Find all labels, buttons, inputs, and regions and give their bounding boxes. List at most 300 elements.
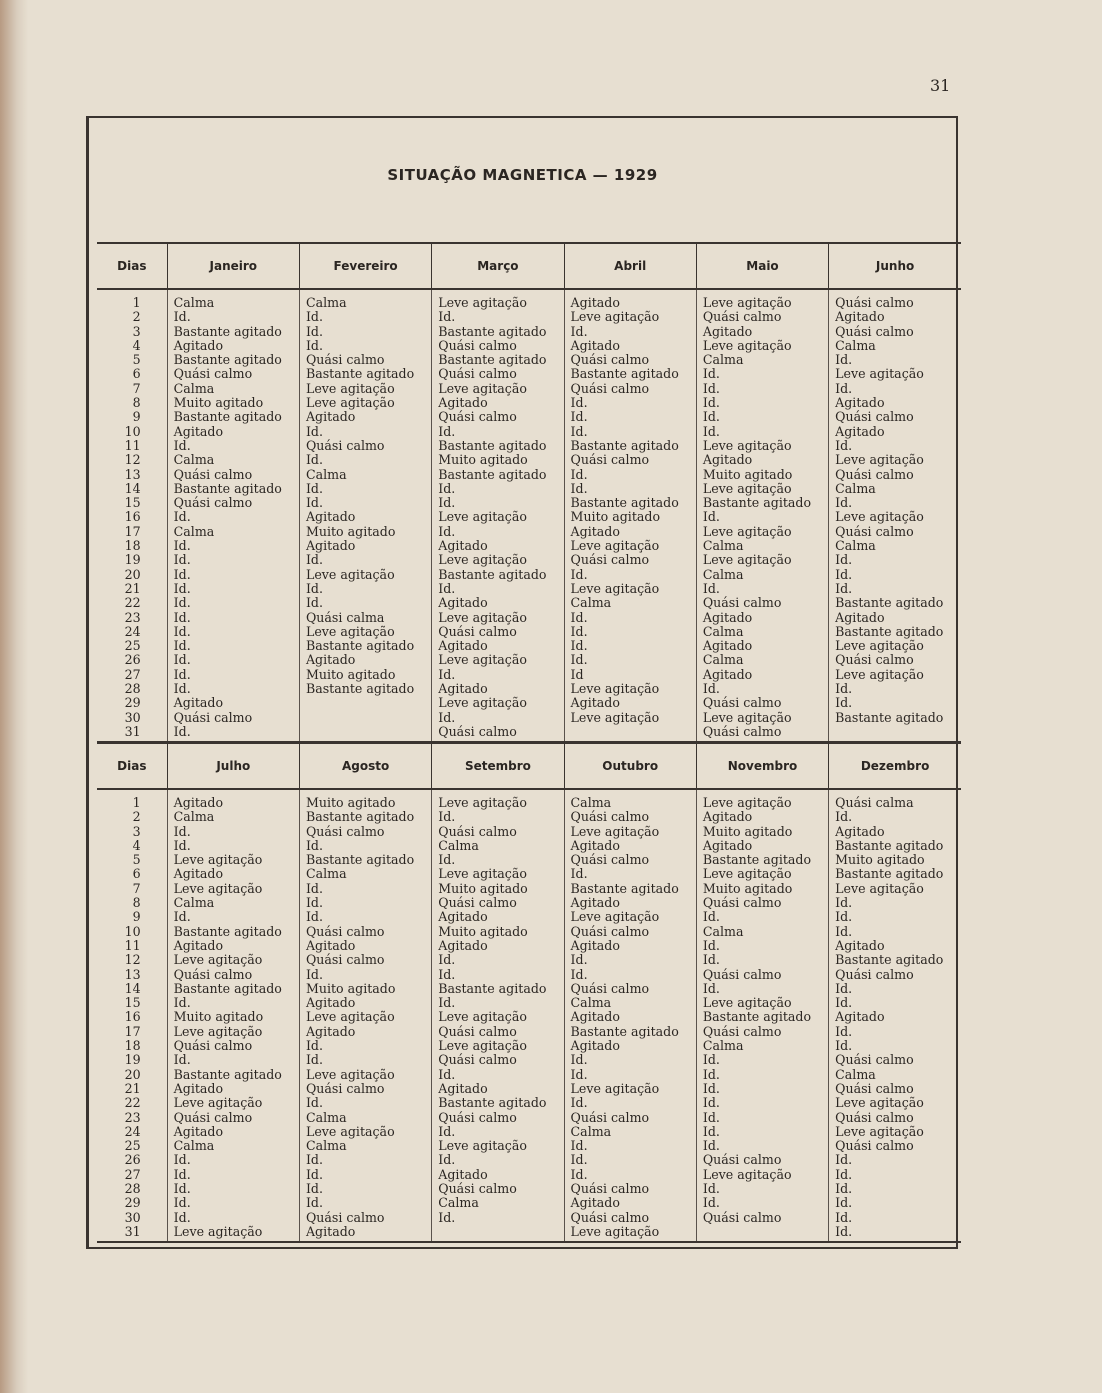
condition-cell: Quási calmo <box>696 896 828 910</box>
table-row <box>97 789 961 810</box>
condition-cell: Leve agitação <box>167 1025 299 1039</box>
condition-cell: Quási calmo <box>299 953 431 967</box>
condition-cell: Muito agitado <box>167 1010 299 1024</box>
condition-cell: Leve agitação <box>696 789 828 810</box>
condition-cell: Id. <box>167 553 299 567</box>
table-row <box>97 839 961 853</box>
condition-cell: Agitado <box>432 596 564 610</box>
condition-cell: Quási calmo <box>167 496 299 510</box>
condition-cell: Id. <box>696 425 828 439</box>
table-row <box>97 525 961 539</box>
condition-cell: Bastante agitado <box>432 982 564 996</box>
condition-cell: Agitado <box>696 810 828 824</box>
condition-cell: Leve agitação <box>829 1125 961 1139</box>
condition-cell: Quási calmo <box>432 367 564 381</box>
condition-cell: Bastante agitado <box>432 468 564 482</box>
condition-cell: Quási calmo <box>696 725 828 742</box>
condition-cell: Bastante agitado <box>167 325 299 339</box>
condition-cell: Leve agitação <box>299 382 431 396</box>
table-second-half <box>97 742 961 1243</box>
condition-cell: Id. <box>696 1111 828 1125</box>
condition-cell: Id. <box>299 425 431 439</box>
table-row <box>97 1068 961 1082</box>
condition-cell: Agitado <box>564 896 696 910</box>
day-number: 9 <box>132 910 141 925</box>
table-row <box>97 353 961 367</box>
condition-cell: Bastante agitado <box>696 1010 828 1024</box>
condition-cell: Id. <box>564 1068 696 1082</box>
condition-cell: Id. <box>829 1025 961 1039</box>
month-header-agosto: Agosto <box>299 743 431 789</box>
day-number: 4 <box>132 338 141 353</box>
condition-cell: Calma <box>829 539 961 553</box>
condition-cell: Quási calmo <box>167 711 299 725</box>
condition-cell: Agitado <box>167 1082 299 1096</box>
condition-cell: Id. <box>696 1139 828 1153</box>
condition-cell: Id. <box>564 425 696 439</box>
condition-cell: Id. <box>167 996 299 1010</box>
condition-cell: Calma <box>696 1039 828 1053</box>
condition-cell: Bastante agitado <box>564 1025 696 1039</box>
condition-cell: Quási calmo <box>432 625 564 639</box>
condition-cell: Muito agitado <box>696 825 828 839</box>
condition-cell: Id. <box>299 596 431 610</box>
table-row <box>97 1039 961 1053</box>
condition-cell: Agitado <box>167 425 299 439</box>
condition-cell: Calma <box>299 289 431 310</box>
condition-cell: Leve agitação <box>696 525 828 539</box>
condition-cell: Calma <box>564 596 696 610</box>
condition-cell: Quási calmo <box>564 810 696 824</box>
days-header: Dias <box>97 243 167 289</box>
condition-cell: Id. <box>829 553 961 567</box>
condition-cell: Id. <box>299 582 431 596</box>
day-number: 22 <box>124 1096 141 1111</box>
condition-cell: Id. <box>432 668 564 682</box>
condition-cell: Bastante agitado <box>829 711 961 725</box>
day-number: 7 <box>132 881 141 896</box>
condition-cell: Id. <box>299 496 431 510</box>
table-row <box>97 1168 961 1182</box>
condition-cell: Quási calmo <box>696 1211 828 1225</box>
day-number: 8 <box>132 396 141 411</box>
condition-cell: Calma <box>299 1111 431 1125</box>
condition-cell: Leve agitação <box>432 611 564 625</box>
condition-cell: Id. <box>432 953 564 967</box>
condition-cell: Bastante agitado <box>432 439 564 453</box>
table-row <box>97 382 961 396</box>
condition-cell: Quási calmo <box>829 653 961 667</box>
condition-cell <box>299 696 431 710</box>
table-first-half <box>97 242 961 743</box>
day-number: 16 <box>124 510 141 525</box>
condition-cell: Leve agitação <box>432 289 564 310</box>
condition-cell: Quási calmo <box>299 353 431 367</box>
table-row <box>97 882 961 896</box>
condition-cell: Quási calmo <box>829 410 961 424</box>
day-number: 15 <box>124 996 141 1011</box>
day-number: 4 <box>132 838 141 853</box>
condition-cell: Id. <box>432 1153 564 1167</box>
table-row <box>97 325 961 339</box>
condition-cell: Leve agitação <box>829 367 961 381</box>
condition-cell: Id. <box>167 596 299 610</box>
condition-cell: Id. <box>299 453 431 467</box>
day-number: 18 <box>124 539 141 554</box>
condition-cell: Id. <box>696 410 828 424</box>
table-row <box>97 439 961 453</box>
condition-cell: Leve agitação <box>564 825 696 839</box>
book-binding-edge <box>0 0 28 1393</box>
condition-cell: Id. <box>299 1182 431 1196</box>
condition-cell: Leve agitação <box>432 867 564 881</box>
condition-cell: Leve agitação <box>167 1225 299 1242</box>
condition-cell: Agitado <box>299 1025 431 1039</box>
condition-cell: Id. <box>432 482 564 496</box>
condition-cell: Leve agitação <box>299 1010 431 1024</box>
condition-cell: Leve agitação <box>432 696 564 710</box>
days-header: Dias <box>97 743 167 789</box>
condition-cell: Leve agitação <box>564 1225 696 1242</box>
condition-cell: Id. <box>564 625 696 639</box>
condition-cell: Muito agitado <box>167 396 299 410</box>
condition-cell: Quási calmo <box>432 339 564 353</box>
table-row <box>97 453 961 467</box>
condition-cell: Leve agitação <box>299 1125 431 1139</box>
condition-cell: Muito agitado <box>432 453 564 467</box>
condition-cell: Id. <box>564 653 696 667</box>
condition-cell: Bastante agitado <box>299 853 431 867</box>
condition-cell: Leve agitação <box>432 653 564 667</box>
table-row <box>97 653 961 667</box>
condition-cell: Calma <box>696 653 828 667</box>
condition-cell: Leve agitação <box>696 1168 828 1182</box>
condition-cell: Calma <box>167 382 299 396</box>
condition-cell: Leve agitação <box>564 1082 696 1096</box>
day-number: 22 <box>124 596 141 611</box>
condition-cell: Id. <box>167 725 299 742</box>
day-number: 13 <box>124 967 141 982</box>
condition-cell: Muito agitado <box>829 853 961 867</box>
condition-cell: Id. <box>299 968 431 982</box>
condition-cell <box>829 725 961 742</box>
day-number: 28 <box>124 682 141 697</box>
day-number: 23 <box>124 610 141 625</box>
condition-cell: Id. <box>696 367 828 381</box>
condition-cell: Id. <box>299 1196 431 1210</box>
day-number: 11 <box>124 438 141 453</box>
day-number: 1 <box>132 795 141 810</box>
condition-cell: Id. <box>564 568 696 582</box>
day-number: 5 <box>132 353 141 368</box>
condition-cell: Calma <box>299 468 431 482</box>
condition-cell: Leve agitação <box>167 853 299 867</box>
condition-cell: Id. <box>167 310 299 324</box>
condition-cell: Id. <box>696 1082 828 1096</box>
table-row <box>97 939 961 953</box>
table-row <box>97 582 961 596</box>
condition-cell: Leve agitação <box>696 289 828 310</box>
condition-cell: Quási calmo <box>167 1111 299 1125</box>
condition-cell: Agitado <box>696 668 828 682</box>
condition-cell: Leve agitação <box>564 582 696 596</box>
day-number: 10 <box>124 924 141 939</box>
condition-cell: Id. <box>299 1039 431 1053</box>
table-row <box>97 496 961 510</box>
condition-cell: Leve agitação <box>432 553 564 567</box>
day-number: 15 <box>124 496 141 511</box>
condition-cell: Quási calmo <box>299 439 431 453</box>
condition-cell: Id. <box>432 996 564 1010</box>
day-number: 8 <box>132 896 141 911</box>
day-number: 29 <box>124 1196 141 1211</box>
condition-cell: Calma <box>167 1139 299 1153</box>
table-row <box>97 996 961 1010</box>
day-number: 25 <box>124 1139 141 1154</box>
condition-cell: Quási calmo <box>696 596 828 610</box>
condition-cell: Agitado <box>432 1168 564 1182</box>
month-header-junho: Junho <box>829 243 961 289</box>
table-row <box>97 1096 961 1110</box>
day-number: 2 <box>132 810 141 825</box>
condition-cell: Agitado <box>299 939 431 953</box>
condition-cell: Quási calmo <box>829 325 961 339</box>
day-number: 21 <box>124 581 141 596</box>
condition-cell: Leve agitação <box>696 711 828 725</box>
condition-cell: Id. <box>564 1139 696 1153</box>
condition-cell: Leve agitação <box>432 1039 564 1053</box>
condition-cell: Leve agitação <box>564 539 696 553</box>
condition-cell: Calma <box>167 289 299 310</box>
condition-cell: Bastante agitado <box>829 625 961 639</box>
condition-cell: Id. <box>167 1168 299 1182</box>
condition-cell: Id. <box>167 568 299 582</box>
condition-cell: Id. <box>167 825 299 839</box>
condition-cell: Id. <box>299 1168 431 1182</box>
condition-cell: Bastante agitado <box>167 925 299 939</box>
condition-cell: Calma <box>564 996 696 1010</box>
table-row <box>97 1153 961 1167</box>
day-number: 20 <box>124 1067 141 1082</box>
table-row <box>97 1010 961 1024</box>
table-row <box>97 1139 961 1153</box>
condition-cell: Bastante agitado <box>829 596 961 610</box>
condition-cell: Agitado <box>167 789 299 810</box>
condition-cell: Calma <box>829 482 961 496</box>
condition-cell: Calma <box>167 810 299 824</box>
table-row <box>97 982 961 996</box>
day-number: 29 <box>124 696 141 711</box>
condition-cell: Calma <box>696 353 828 367</box>
condition-cell: Id. <box>432 810 564 824</box>
condition-cell: Calma <box>167 525 299 539</box>
table-row <box>97 968 961 982</box>
condition-cell: Bastante agitado <box>299 682 431 696</box>
condition-cell: Leve agitação <box>829 668 961 682</box>
condition-cell: Id. <box>829 996 961 1010</box>
condition-cell: Agitado <box>696 325 828 339</box>
condition-cell: Bastante agitado <box>167 482 299 496</box>
condition-cell: Id. <box>167 439 299 453</box>
condition-cell: Calma <box>696 625 828 639</box>
condition-cell: Leve agitação <box>696 996 828 1010</box>
condition-cell: Leve agitação <box>432 1139 564 1153</box>
condition-cell: Id. <box>696 510 828 524</box>
table-row <box>97 668 961 682</box>
condition-cell <box>299 711 431 725</box>
condition-cell: Quási calmo <box>564 925 696 939</box>
day-number: 26 <box>124 1153 141 1168</box>
condition-cell: Agitado <box>829 425 961 439</box>
condition-cell: Agitado <box>829 825 961 839</box>
condition-cell: Quási calmo <box>167 367 299 381</box>
condition-cell: Leve agitação <box>299 1068 431 1082</box>
month-header-dezembro: Dezembro <box>829 743 961 789</box>
condition-cell: Agitado <box>564 339 696 353</box>
condition-cell: Calma <box>432 1196 564 1210</box>
condition-cell: Id. <box>432 496 564 510</box>
condition-cell: Bastante agitado <box>432 353 564 367</box>
condition-cell: Id. <box>829 1182 961 1196</box>
condition-cell: Quási calmo <box>829 1082 961 1096</box>
condition-cell: Agitado <box>829 1010 961 1024</box>
condition-cell: Quási calmo <box>432 825 564 839</box>
day-number: 10 <box>124 424 141 439</box>
condition-cell: Quási calmo <box>829 525 961 539</box>
day-number: 30 <box>124 1210 141 1225</box>
condition-cell: Quási calmo <box>299 1211 431 1225</box>
condition-cell: Quási calmo <box>829 1053 961 1067</box>
day-number: 23 <box>124 1110 141 1125</box>
condition-cell: Leve agitação <box>167 882 299 896</box>
condition-cell: Agitado <box>564 839 696 853</box>
condition-cell: Quási calmo <box>564 853 696 867</box>
condition-cell: Agitado <box>167 939 299 953</box>
table-frame <box>86 116 958 1249</box>
condition-cell: Leve agitação <box>564 910 696 924</box>
month-header-maio: Maio <box>696 243 828 289</box>
condition-cell: Leve agitação <box>432 382 564 396</box>
day-number: 27 <box>124 667 141 682</box>
condition-cell: Bastante agitado <box>696 853 828 867</box>
condition-cell: Id. <box>564 639 696 653</box>
condition-cell: Agitado <box>564 1039 696 1053</box>
table-row <box>97 925 961 939</box>
month-header-setembro: Setembro <box>432 743 564 789</box>
condition-cell: Agitado <box>564 696 696 710</box>
table-row <box>97 825 961 839</box>
condition-cell: Id. <box>432 425 564 439</box>
month-header-outubro: Outubro <box>564 743 696 789</box>
table-row <box>97 396 961 410</box>
condition-cell: Id. <box>432 1211 564 1225</box>
condition-cell: Id. <box>432 310 564 324</box>
condition-cell: Bastante agitado <box>432 568 564 582</box>
table-row <box>97 896 961 910</box>
condition-cell: Id. <box>829 1196 961 1210</box>
condition-cell: Quási calmo <box>564 982 696 996</box>
condition-cell: Bastante agitado <box>564 496 696 510</box>
condition-cell: Agitado <box>432 682 564 696</box>
condition-cell: Id. <box>299 1053 431 1067</box>
day-number: 3 <box>132 324 141 339</box>
condition-cell: Id. <box>432 853 564 867</box>
condition-cell: Leve agitação <box>564 711 696 725</box>
condition-cell: Quási calmo <box>564 353 696 367</box>
day-number: 31 <box>97 1225 167 1242</box>
condition-cell: Leve agitação <box>432 510 564 524</box>
day-number: 25 <box>124 639 141 654</box>
condition-cell: Id. <box>696 1053 828 1067</box>
table-row <box>97 339 961 353</box>
page-title: SITUAÇÃO MAGNETICA — 1929 <box>387 166 658 184</box>
day-number: 28 <box>124 1182 141 1197</box>
condition-cell: Quási calmo <box>564 553 696 567</box>
condition-cell: Agitado <box>432 1082 564 1096</box>
condition-cell <box>432 1225 564 1242</box>
condition-cell: Quási calmo <box>299 825 431 839</box>
condition-cell: Id. <box>167 668 299 682</box>
condition-cell: Calma <box>829 1068 961 1082</box>
condition-cell: Leve agitação <box>564 682 696 696</box>
day-number: 9 <box>132 410 141 425</box>
month-header-julho: Julho <box>167 743 299 789</box>
condition-cell: Bastante agitado <box>167 982 299 996</box>
condition-cell: Leve agitação <box>696 439 828 453</box>
condition-cell: Id. <box>167 1153 299 1167</box>
table-row <box>97 289 961 310</box>
condition-cell: Id. <box>696 682 828 696</box>
condition-cell: Quási calmo <box>432 1053 564 1067</box>
table-row <box>97 1111 961 1125</box>
day-number: 19 <box>124 1053 141 1068</box>
condition-cell: Calma <box>829 339 961 353</box>
condition-cell <box>696 1225 828 1242</box>
condition-cell: Id. <box>829 382 961 396</box>
table-row <box>97 810 961 824</box>
condition-cell: Id. <box>167 1196 299 1210</box>
table-row <box>97 867 961 881</box>
day-number: 11 <box>124 938 141 953</box>
condition-cell: Id. <box>167 510 299 524</box>
condition-cell: Muito agitado <box>564 510 696 524</box>
condition-cell: Agitado <box>829 939 961 953</box>
table-row <box>97 425 961 439</box>
condition-cell: Id. <box>564 482 696 496</box>
condition-cell: Leve agitação <box>829 453 961 467</box>
table-row <box>97 553 961 567</box>
condition-cell: Quási calmo <box>829 468 961 482</box>
condition-cell: Id. <box>299 882 431 896</box>
condition-cell: Id. <box>167 582 299 596</box>
day-number: 3 <box>132 824 141 839</box>
condition-cell: Quási calmo <box>167 1039 299 1053</box>
condition-cell: Bastante agitado <box>167 353 299 367</box>
condition-cell: Agitado <box>696 453 828 467</box>
condition-cell: Quási calmo <box>432 725 564 742</box>
condition-cell: Bastante agitado <box>829 839 961 853</box>
condition-cell: Id. <box>564 410 696 424</box>
condition-cell: Agitado <box>432 539 564 553</box>
day-number: 1 <box>132 295 141 310</box>
condition-cell: Leve agitação <box>696 339 828 353</box>
day-number: 21 <box>124 1081 141 1096</box>
condition-cell: Id. <box>167 611 299 625</box>
condition-cell: Agitado <box>299 539 431 553</box>
day-number: 19 <box>124 553 141 568</box>
condition-cell: Quási calmo <box>829 1139 961 1153</box>
day-number: 14 <box>124 981 141 996</box>
